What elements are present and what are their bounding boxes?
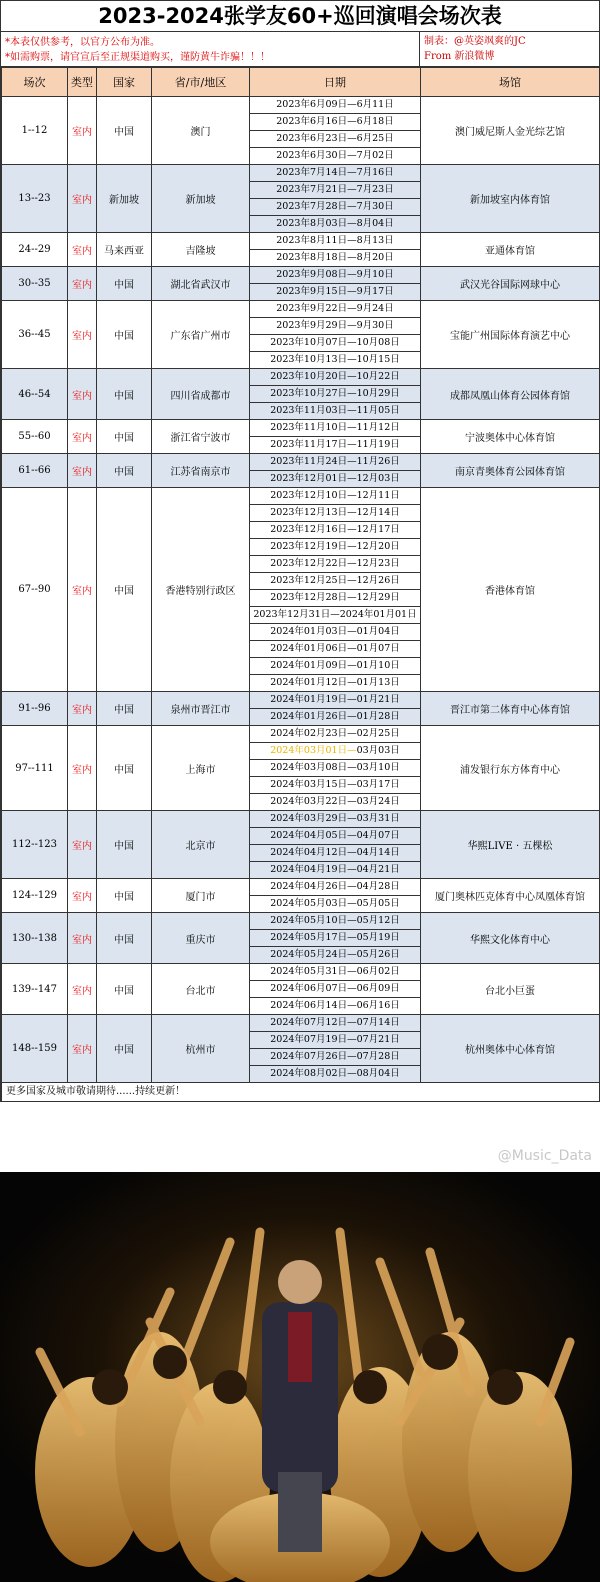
notes-bar [1, 32, 599, 67]
header-country: 国家 [97, 68, 152, 97]
venue-cell: 亚通体育馆 [421, 233, 600, 267]
country-cell: 中国 [97, 267, 152, 301]
venue-cell: 澳门威尼斯人金光综艺馆 [421, 97, 600, 165]
type-cell: 室内 [68, 233, 97, 267]
shows-cell: 13--23 [2, 165, 68, 233]
country-cell: 马来西亚 [97, 233, 152, 267]
venue-cell: 武汉光谷国际网球中心 [421, 267, 600, 301]
city-cell: 湖北省武汉市 [152, 267, 250, 301]
date-cell: 2023年10月07日—10月08日 [250, 335, 421, 352]
date-cell: 2024年04月19日—04月21日 [250, 862, 421, 879]
table-row [2, 879, 600, 896]
table-row [2, 964, 600, 981]
city-cell: 杭州市 [152, 1015, 250, 1083]
date-cell: 2024年06月14日—06月16日 [250, 998, 421, 1015]
venue-cell: 厦门奥林匹克体育中心凤凰体育馆 [421, 879, 600, 913]
date-cell: 2023年7月14日—7月16日 [250, 165, 421, 182]
type-cell: 室内 [68, 97, 97, 165]
credit-author: 制表：@英姿飒爽的JC [424, 36, 526, 47]
type-cell: 室内 [68, 692, 97, 726]
city-cell: 香港特别行政区 [152, 488, 250, 692]
table-row [2, 165, 600, 182]
country-cell: 中国 [97, 420, 152, 454]
date-cell: 2024年07月19日—07月21日 [250, 1032, 421, 1049]
date-cell: 2023年11月17日—11月19日 [250, 437, 421, 454]
date-cell: 2023年8月11日—8月13日 [250, 233, 421, 250]
venue-cell: 宁波奥体中心体育馆 [421, 420, 600, 454]
shows-cell: 46--54 [2, 369, 68, 420]
shows-cell: 124--129 [2, 879, 68, 913]
city-cell: 厦门市 [152, 879, 250, 913]
table-row [2, 233, 600, 250]
date-cell: 2023年12月19日—12月20日 [250, 539, 421, 556]
table-row [2, 454, 600, 471]
date-cell: 2023年10月20日—10月22日 [250, 369, 421, 386]
credit-source: From 新浪微博 [424, 51, 495, 62]
table-body [2, 97, 600, 1083]
date-cell: 2024年08月02日—08月04日 [250, 1066, 421, 1083]
shows-cell: 97--111 [2, 726, 68, 811]
date-cell: 2024年05月31日—06月02日 [250, 964, 421, 981]
date-cell: 2023年6月23日—6月25日 [250, 131, 421, 148]
type-cell: 室内 [68, 267, 97, 301]
date-cell: 2023年12月28日—12月29日 [250, 590, 421, 607]
type-cell: 室内 [68, 454, 97, 488]
date-cell: 2023年7月21日—7月23日 [250, 182, 421, 199]
date-cell: 2023年10月27日—10月29日 [250, 386, 421, 403]
date-cell: 2023年8月18日—8月20日 [250, 250, 421, 267]
city-cell: 澳门 [152, 97, 250, 165]
shows-cell: 1--12 [2, 97, 68, 165]
shows-cell: 67--90 [2, 488, 68, 692]
venue-cell: 成都凤凰山体育公园体育馆 [421, 369, 600, 420]
type-cell: 室内 [68, 811, 97, 879]
city-cell: 泉州市晋江市 [152, 692, 250, 726]
footer-note: 更多国家及城市敬请期待......持续更新！ [1, 1083, 600, 1102]
date-cell: 2024年03月15日—03月17日 [250, 777, 421, 794]
table-row [2, 488, 600, 505]
date-cell: 2023年11月24日—11月26日 [250, 454, 421, 471]
venue-cell: 浦发银行东方体育中心 [421, 726, 600, 811]
date-cell: 2024年01月03日—01月04日 [250, 624, 421, 641]
venue-cell: 晋江市第二体育中心体育馆 [421, 692, 600, 726]
date-cell: 2023年9月15日—9月17日 [250, 284, 421, 301]
date-cell: 2023年6月09日—6月11日 [250, 97, 421, 114]
shows-cell: 30--35 [2, 267, 68, 301]
date-cell: 2024年03月08日—03月10日 [250, 760, 421, 777]
date-cell: 2023年9月29日—9月30日 [250, 318, 421, 335]
date-cell: 2024年04月05日—04月07日 [250, 828, 421, 845]
date-cell: 2023年12月01日—12月03日 [250, 471, 421, 488]
highlighted-date-start: 2024年03月01日— [270, 745, 357, 756]
type-cell: 室内 [68, 964, 97, 1015]
date-cell: 2023年11月10日—11月12日 [250, 420, 421, 437]
country-cell: 中国 [97, 454, 152, 488]
shows-cell: 139--147 [2, 964, 68, 1015]
type-cell: 室内 [68, 420, 97, 454]
date-cell: 2023年9月22日—9月24日 [250, 301, 421, 318]
shows-cell: 91--96 [2, 692, 68, 726]
venue-cell: 宝能广州国际体育演艺中心 [421, 301, 600, 369]
shows-cell: 112--123 [2, 811, 68, 879]
date-cell: 2024年07月26日—07月28日 [250, 1049, 421, 1066]
venue-cell: 杭州奥体中心体育馆 [421, 1015, 600, 1083]
country-cell: 中国 [97, 726, 152, 811]
date-cell: 2023年11月03日—11月05日 [250, 403, 421, 420]
table-row [2, 1015, 600, 1032]
country-cell: 中国 [97, 97, 152, 165]
date-cell: 2024年04月12日—04月14日 [250, 845, 421, 862]
date-cell: 2024年03月01日—03月03日 [250, 743, 421, 760]
schedule-table [1, 67, 600, 1083]
type-cell: 室内 [68, 913, 97, 964]
date-cell: 2023年12月13日—12月14日 [250, 505, 421, 522]
table-row [2, 97, 600, 114]
venue-cell: 香港体育馆 [421, 488, 600, 692]
date-cell: 2024年01月26日—01月28日 [250, 709, 421, 726]
concert-photo-illustration [0, 1172, 600, 1582]
venue-cell: 台北小巨蛋 [421, 964, 600, 1015]
type-cell: 室内 [68, 165, 97, 233]
city-cell: 浙江省宁波市 [152, 420, 250, 454]
date-cell: 2023年12月31日—2024年01月01日 [250, 607, 421, 624]
city-cell: 北京市 [152, 811, 250, 879]
country-cell: 中国 [97, 964, 152, 1015]
venue-cell: 南京青奥体育公园体育馆 [421, 454, 600, 488]
country-cell: 中国 [97, 301, 152, 369]
table-row [2, 692, 600, 709]
table-row [2, 267, 600, 284]
date-cell: 2023年6月16日—6月18日 [250, 114, 421, 131]
date-cell: 2023年6月30日—7月02日 [250, 148, 421, 165]
date-cell: 2024年02月23日—02月25日 [250, 726, 421, 743]
type-cell: 室内 [68, 726, 97, 811]
country-cell: 中国 [97, 1015, 152, 1083]
venue-cell: 新加坡室内体育馆 [421, 165, 600, 233]
city-cell: 上海市 [152, 726, 250, 811]
disclaimer-line-1: *本表仅供参考，以官方公布为准。 [5, 37, 160, 48]
shows-cell: 130--138 [2, 913, 68, 964]
date-cell: 2024年05月10日—05月12日 [250, 913, 421, 930]
city-cell: 广东省广州市 [152, 301, 250, 369]
country-cell: 新加坡 [97, 165, 152, 233]
date-cell: 2024年01月19日—01月21日 [250, 692, 421, 709]
table-row [2, 913, 600, 930]
country-cell: 中国 [97, 692, 152, 726]
date-cell: 2023年12月25日—12月26日 [250, 573, 421, 590]
date-cell: 2024年05月03日—05月05日 [250, 896, 421, 913]
country-cell: 中国 [97, 913, 152, 964]
page-title: 2023-2024张学友60+巡回演唱会场次表 [1, 1, 599, 32]
table-row [2, 726, 600, 743]
type-cell: 室内 [68, 488, 97, 692]
date-cell: 2024年01月12日—01月13日 [250, 675, 421, 692]
header-type: 类型 [68, 68, 97, 97]
date-cell: 2024年04月26日—04月28日 [250, 879, 421, 896]
type-cell: 室内 [68, 1015, 97, 1083]
city-cell: 四川省成都市 [152, 369, 250, 420]
date-cell: 2024年05月24日—05月26日 [250, 947, 421, 964]
shows-cell: 61--66 [2, 454, 68, 488]
date-cell: 2023年10月13日—10月15日 [250, 352, 421, 369]
table-row [2, 301, 600, 318]
date-cell: 2023年12月10日—12月11日 [250, 488, 421, 505]
venue-cell: 华熙LIVE · 五棵松 [421, 811, 600, 879]
type-cell: 室内 [68, 369, 97, 420]
header-shows: 场次 [2, 68, 68, 97]
disclaimer [1, 32, 420, 66]
date-cell: 2023年9月08日—9月10日 [250, 267, 421, 284]
type-cell: 室内 [68, 879, 97, 913]
date-cell: 2023年8月03日—8月04日 [250, 216, 421, 233]
disclaimer-line-2: *如需购票，请官宣后至正规渠道购买，谨防黄牛诈骗！！！ [5, 52, 270, 63]
date-cell: 2023年7月28日—7月30日 [250, 199, 421, 216]
city-cell: 重庆市 [152, 913, 250, 964]
watermark: @Music_Data [497, 1148, 592, 1164]
date-cell: 2024年07月12日—07月14日 [250, 1015, 421, 1032]
date-cell: 2024年03月22日—03月24日 [250, 794, 421, 811]
venue-cell: 华熙文化体育中心 [421, 913, 600, 964]
city-cell: 吉隆坡 [152, 233, 250, 267]
table-row [2, 369, 600, 386]
country-cell: 中国 [97, 369, 152, 420]
shows-cell: 24--29 [2, 233, 68, 267]
country-cell: 中国 [97, 488, 152, 692]
date-cell: 2024年06月07日—06月09日 [250, 981, 421, 998]
shows-cell: 148--159 [2, 1015, 68, 1083]
concert-photo [0, 1172, 600, 1582]
date-cell: 2024年05月17日—05月19日 [250, 930, 421, 947]
type-cell: 室内 [68, 301, 97, 369]
date-cell: 2023年12月22日—12月23日 [250, 556, 421, 573]
date-cell: 2024年01月09日—01月10日 [250, 658, 421, 675]
date-cell: 2024年01月06日—01月07日 [250, 641, 421, 658]
header-date: 日期 [250, 68, 421, 97]
shows-cell: 55--60 [2, 420, 68, 454]
country-cell: 中国 [97, 879, 152, 913]
country-cell: 中国 [97, 811, 152, 879]
table-row [2, 420, 600, 437]
date-cell: 2024年03月29日—03月31日 [250, 811, 421, 828]
table-header-row [2, 68, 600, 97]
city-cell: 江苏省南京市 [152, 454, 250, 488]
table-row [2, 811, 600, 828]
city-cell: 台北市 [152, 964, 250, 1015]
header-venue: 场馆 [421, 68, 600, 97]
date-cell: 2023年12月16日—12月17日 [250, 522, 421, 539]
credit [420, 32, 599, 66]
shows-cell: 36--45 [2, 301, 68, 369]
city-cell: 新加坡 [152, 165, 250, 233]
header-city: 省/市/地区 [152, 68, 250, 97]
